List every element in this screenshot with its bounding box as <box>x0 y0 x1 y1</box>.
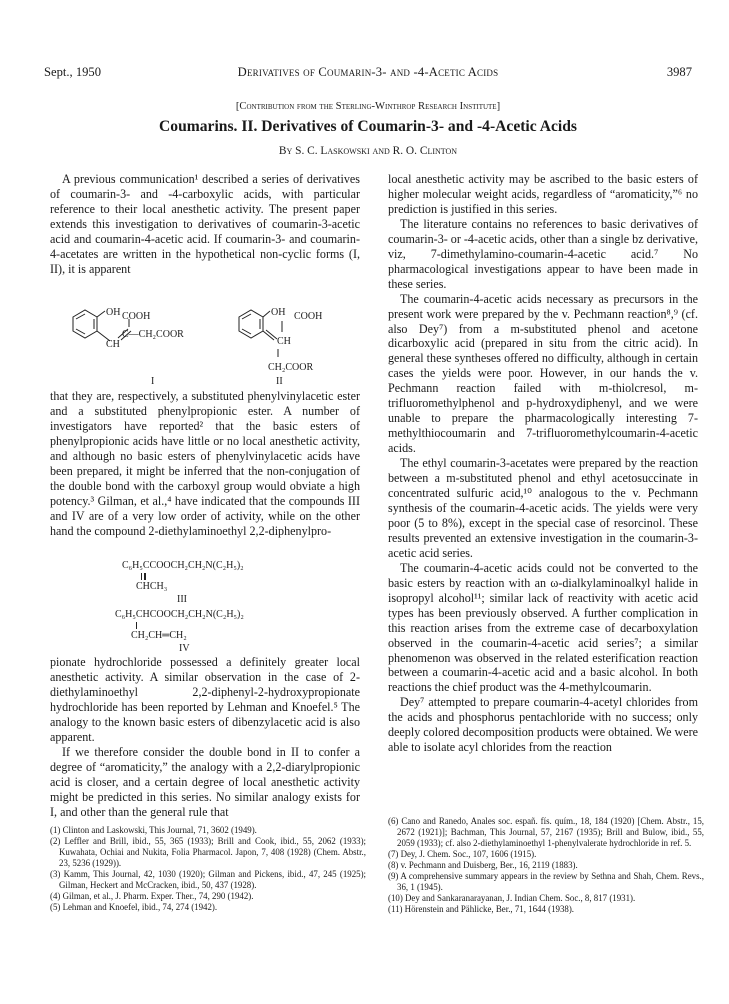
running-header <box>44 64 692 80</box>
left-column-bottom <box>50 655 360 819</box>
paragraph: pionate hydrochloride possessed a definitely greater local anesthetic activity. A similar observation in the case of 2-diethylaminoethyl 2,2-diphenyl-2-hydroxypropionate hydrochloride has been reported by Lehman and Knoefel.⁵ The analogy to the known basic esters of dibenzylacetic acid is also apparent. <box>50 655 360 744</box>
oh-label-2: OH <box>271 307 286 318</box>
label-ii: II <box>276 376 283 387</box>
right-column <box>388 172 698 755</box>
header-title: Derivatives of Coumarin-3- and -4-Acetic Acids <box>237 65 499 79</box>
footnote: (1) Clinton and Laskowski, This Journal, 71, 3602 (1949). <box>50 825 257 835</box>
byline: By S. C. Laskowski and R. O. Clinton <box>278 145 458 157</box>
footnote: (2) Leffler and Brill, ibid., 55, 365 (1933); Brill and Cook, ibid., 55, 2062 (1933); Kuwahata, Ochiai and Nukita, Folia Pharmacol. Japon, 7, 408 (1928) (Chem. Abstr., 23, 5236 (1929)). <box>50 836 366 869</box>
footnote: (9) A comprehensive summary appears in the review by Sethna and Shah, Chem. Revs., 36, 1 (1945). <box>388 871 704 893</box>
footnote: (3) Kamm, This Journal, 42, 1030 (1920); Gilman and Pickens, ibid., 47, 245 (1925); Gilman, Heckert and McCracken, ibid., 50, 437 (1928). <box>50 869 366 891</box>
structure-drawing <box>56 307 356 389</box>
header-date: Sept., 1950 <box>44 65 102 79</box>
oh-label-1: OH <box>106 307 121 318</box>
paragraph: that they are, respectively, a substituted phenylvinylacetic ester and a substituted phenylpropionic ester. A number of investigators have reported² that the basic esters of phenylpropionic acids have little or no local anesthetic activity, and although no basic esters of phenylvinylacetic acids have been prepared, it might be inferred that the non-conjugation of the double bond with the carboxyl group would obviate a high potency.³ Gilman, et al.,⁴ have indicated that the compounds III and IV are of a very low order of activity, while on the other hand the compound 2-diethylaminoethyl 2,2-diphenylpro- <box>50 389 360 538</box>
footnote: (5) Lehman and Knoefel, ibid., 74, 274 (1942). <box>50 902 218 913</box>
footnote: (4) Gilman, et al., J. Pharm. Exper. Ther., 74, 290 (1942). <box>50 891 254 902</box>
article-title: Coumarins. II. Derivatives of Coumarin-3- and -4-Acetic Acids <box>159 118 577 135</box>
chain-label-1: C—CH₂COOR <box>122 329 184 340</box>
footnote: (11) Hörenstein and Pählicke, Ber., 71, 1644 (1938). <box>388 904 575 915</box>
single-bond-mark <box>136 622 138 629</box>
footnotes-right <box>388 816 704 915</box>
double-bond-mark <box>141 573 143 580</box>
paragraph: If we therefore consider the double bond in II to confer a degree of “aromaticity,” the analogy with a 2,2-diarylpropionic acid is closer, and a certain degree of local anesthetic activity might be predicted in this series. No similar analogy exists for I, and other than the general rule that <box>50 744 360 819</box>
footnote: (8) v. Pechmann and Duisberg, Ber., 16, 2119 (1883). <box>388 860 578 871</box>
formula-iii-line1: C₆H₅CCOOCH₂CH₂N(C₂H₅)₂ <box>122 560 244 571</box>
paragraph: The coumarin-4-acetic acids necessary as precursors in the present work were prepared by the v. Pechmann reaction⁸,⁹ (cf. also Dey⁷) from a m-substituted phenol and acetone dicarboxylic acid (prepared in situ from the citric acid). In general these syntheses offered no difficulty, although in certain cases the yields were poor. However, in our hands the v. Pechmann reaction failed with m-thiolcresol, m-trifluoromethylphenol and p-hydroxydiphenyl, and we were unable to prepare the pharmacologically interesting 7-methylthiocoumarin and 7-trifluoromethylcoumarin-4-acetic acids. <box>388 291 698 456</box>
label-i: I <box>151 376 155 387</box>
footnote: (6) Cano and Ranedo, Anales soc. españ. fís. quím., 18, 184 (1920) [Chem. Abstr., 15, 2672 (1921)]; Bachman, This Journal, 57, 2167 (1935); Brill and Bulow, ibid., 55, 2059 (1933); cf. also 2-diethylaminoethyl 1-phenylvalerate hydrochloride in ref. 5. <box>388 816 704 849</box>
left-column-middle <box>50 389 360 539</box>
paragraph: Dey⁷ attempted to prepare coumarin-4-acetyl chlorides from the acids and phosphorus pentachloride with no success; only deeply colored decomposition products were obtained. We were able to isolate acyl chlorides from the reaction <box>388 695 698 755</box>
paragraph: The coumarin-4-acetic acids could not be converted to the basic esters by reaction with an ω-dialkylaminoalkyl halide in isopropyl alcohol¹¹; similar lack of reactivity with acetic acid types has been previously observed. A further complication in this reaction arises from the extreme case of decarboxylation observed in the coumarin-4-acetic acid series⁷; a similar phenomenon was observed in the related esterification reaction between a coumarin-4-acetic acid and a basic alcohol. In both reactions the chief product was the 4-methylcoumarin. <box>388 560 698 695</box>
page-number: 3987 <box>666 65 692 79</box>
ch-label-2: CH <box>277 336 291 347</box>
ch-label-1: CH <box>106 339 120 350</box>
cooh-label-1: COOH <box>122 311 151 322</box>
paragraph: local anesthetic activity may be ascribed to the basic esters of higher molecular weight acids, regardless of “aromaticity,”⁶ no prediction is justified in this series. <box>388 172 698 216</box>
formula-iv-label: IV <box>179 643 190 654</box>
formula-iv-line2: CH₂CH═CH₂ <box>131 630 187 641</box>
formula-iv-line1: C₆H₅CHCOOCH₂CH₂N(C₂H₅)₂ <box>115 609 244 620</box>
footnote: (10) Dey and Sankaranarayanan, J. Indian Chem. Soc., 8, 817 (1931). <box>388 893 636 904</box>
contribution-line: [Contribution from the Sterling-Winthrop Research Institute] <box>235 101 501 112</box>
paragraph: A previous communication¹ described a series of derivatives of coumarin-3- and -4-carboxylic acids, with particular reference to their local anesthetic activity. The present paper extends this investigation to derivatives of coumarin-3-acetic acid and coumarin-4-acetic acid. If coumarin-3- and coumarin-4-acetates are written in the hypothetical non-cyclic forms (I, II), it is apparent <box>50 172 360 276</box>
formula-iii-line2: CHCH₃ <box>136 581 168 592</box>
footnotes-left <box>50 825 366 913</box>
cooh-label-2: COOH <box>294 311 323 322</box>
ch2coor-label-2: CH₂COOR <box>268 362 314 373</box>
paragraph: The literature contains no references to basic derivatives of coumarin-3- or -4-acetic acids, other than a single bz derivative, viz, 7-dimethylamino-coumarin-4-acetic acid.⁷ No pharmacological investigations appear to have been made in these series. <box>388 216 698 291</box>
structures-i-ii <box>56 307 356 389</box>
footnote: (7) Dey, J. Chem. Soc., 107, 1606 (1915). <box>388 849 537 860</box>
paragraph: The ethyl coumarin-3-acetates were prepared by the reaction between a m-substituted phenol and ethyl acetosuccinate in concentrated sulfuric acid,¹⁰ analogous to the v. Pechmann synthesis of the coumarin-4-acetic acids. The yields were very poor (5 to 8%), except in the special case of resorcinol. These results prevented an extensive investigation in the coumarin-3-acetic acid series. <box>388 456 698 560</box>
formula-iii-label: III <box>177 594 187 605</box>
left-column-top <box>50 172 360 277</box>
